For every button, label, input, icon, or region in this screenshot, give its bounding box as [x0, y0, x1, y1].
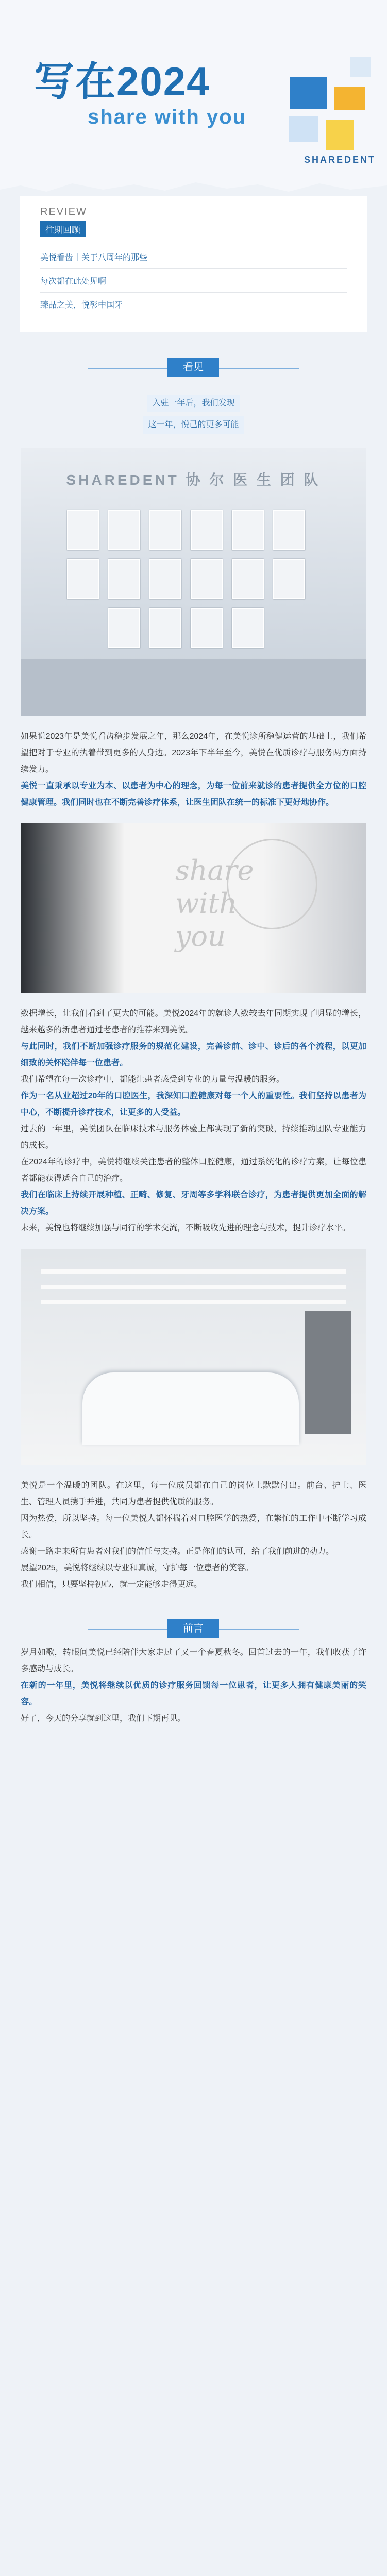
portrait-frame [273, 559, 305, 599]
deco-tile [334, 87, 365, 110]
brand-logo-text: SHAREDENT [304, 155, 376, 165]
paragraph-highlight: 作为一名从业超过20年的口腔医生，我深知口腔健康对每一个人的重要性。我们坚持以患者为中心，不断提升诊疗技术，让更多的人受益。 [21, 1092, 366, 1117]
paragraph: 岁月如歌，转眼间美悦已经陪伴大家走过了又一个春夏秋冬。回首过去的一年，我们收获了许多感动与成长。 [21, 1648, 366, 1673]
deco-tile [326, 120, 354, 150]
hero-title: 写在2024 [34, 59, 210, 104]
deco-tile [289, 116, 318, 142]
paragraph-highlight: 我们在临床上持续开展种植、正畸、修复、牙周等多学科联合诊疗，为患者提供更加全面的解决方案。 [21, 1191, 366, 1216]
paragraph: 未来，美悦也将继续加强与同行的学术交流，不断吸收先进的理念与技术，提升诊疗水平。 [21, 1224, 351, 1232]
portrait-frame [149, 510, 181, 550]
hero-subtitle: share with you [88, 106, 247, 128]
share-with-you-sign-photo [21, 823, 366, 993]
sign-text: share with you [175, 854, 254, 953]
paragraph-highlight: 与此同时，我们不断加强诊疗服务的规范化建设，完善诊前、诊中、诊后的各个流程，以更加细致的关怀陪伴每一位患者。 [21, 1042, 366, 1067]
team-wall-photo [21, 448, 366, 716]
review-link[interactable]: 每次都在此处见啊 [40, 269, 347, 293]
portrait-frame [191, 559, 223, 599]
portrait-frame [149, 608, 181, 648]
clinic-lobby-photo [21, 1249, 366, 1465]
portrait-frame [67, 510, 99, 550]
section-header [0, 352, 387, 383]
floor [21, 659, 366, 716]
portrait-frame [108, 510, 140, 550]
paragraph: 数据增长，让我们看到了更大的可能。美悦2024年的就诊人数较去年同期实现了明显的增长，越来越多的新患者通过老患者的推荐来到美悦。 [21, 1009, 366, 1035]
deco-tile [350, 57, 371, 77]
paragraph: 如果说2023年是美悦看齿稳步发展之年，那么2024年，在美悦诊所稳健运营的基础上，我们希望把对于专业的执着带到更多的人身边。2023年下半年至今，美悦在优质诊疗与服务两方面持续发力。 [21, 732, 366, 774]
paragraph: 美悦是一个温暖的团队。在这里，每一位成员都在自己的岗位上默默付出。前台、护士、医生、管理人员携手并进，共同为患者提供优质的服务。 [21, 1481, 366, 1506]
review-link[interactable]: 臻品之美，悦彰中国牙 [40, 293, 347, 316]
portrait-frame [232, 510, 264, 550]
paragraph: 展望2025，美悦将继续以专业和真诚，守护每一位患者的笑容。 [21, 1564, 254, 1572]
paragraph: 过去的一年里，美悦团队在临床技术与服务体验上都实现了新的突破，持续推动团队专业能力的成长。 [21, 1125, 366, 1150]
portrait-frame [232, 559, 264, 599]
portrait-frame [273, 510, 305, 550]
intro-line: 入驻一年后，我们发现 [147, 395, 240, 412]
paragraph-highlight: 美悦一直秉承以专业为本、以患者为中心的理念，为每一位前来就诊的患者提供全方位的口腔健康管理。我们同时也在不断完善诊疗体系，让医生团队在统一的标准下更好地协作。 [21, 782, 366, 807]
portrait-frame [232, 608, 264, 648]
door [305, 1311, 351, 1434]
ceiling-lights [41, 1269, 346, 1274]
paragraph-highlight: 在新的一年里，美悦将继续以优质的诊疗服务回馈每一位患者，让更多人拥有健康美丽的笑容。 [21, 1681, 366, 1706]
paragraph: 感谢一路走来所有患者对我们的信任与支持。正是你们的认可，给了我们前进的动力。 [21, 1547, 334, 1556]
portrait-frame [67, 559, 99, 599]
portrait-frame [149, 559, 181, 599]
section-intro [0, 393, 387, 436]
section-label: 前言 [167, 1619, 219, 1638]
paragraph: 在2024年的诊疗中，美悦将继续关注患者的整体口腔健康，通过系统化的诊疗方案，让每位患者都能获得适合自己的治疗。 [21, 1158, 366, 1183]
section-header [0, 1614, 387, 1645]
intro-line: 这一年，悦己的更多可能 [143, 416, 244, 434]
review-list [20, 245, 367, 316]
portrait-frame [191, 510, 223, 550]
paragraph: 我们希望在每一次诊疗中，都能让患者感受到专业的力量与温暖的服务。 [21, 1075, 285, 1084]
deco-tile [290, 77, 327, 109]
wall-title: SHAREDENT 协 尔 医 生 团 队 [66, 472, 321, 488]
paragraph: 因为热爱，所以坚持。每一位美悦人都怀揣着对口腔医学的热爱，在繁忙的工作中不断学习成长。 [21, 1514, 366, 1539]
review-link[interactable]: 美悦看齿｜关于八周年的那些 [40, 245, 347, 269]
review-card [20, 196, 367, 332]
portrait-frame [108, 559, 140, 599]
reception-counter [82, 1372, 299, 1445]
hero-banner [0, 0, 387, 196]
review-heading-cn: 往期回顾 [40, 221, 86, 237]
section-label: 看见 [167, 358, 219, 377]
review-heading-en: REVIEW [40, 206, 87, 217]
portrait-frame [191, 608, 223, 648]
paragraph: 我们相信，只要坚持初心，就一定能够走得更远。 [21, 1580, 203, 1589]
portrait-frame [108, 608, 140, 648]
paragraph: 好了，今天的分享就到这里，我们下期再见。 [21, 1714, 186, 1723]
